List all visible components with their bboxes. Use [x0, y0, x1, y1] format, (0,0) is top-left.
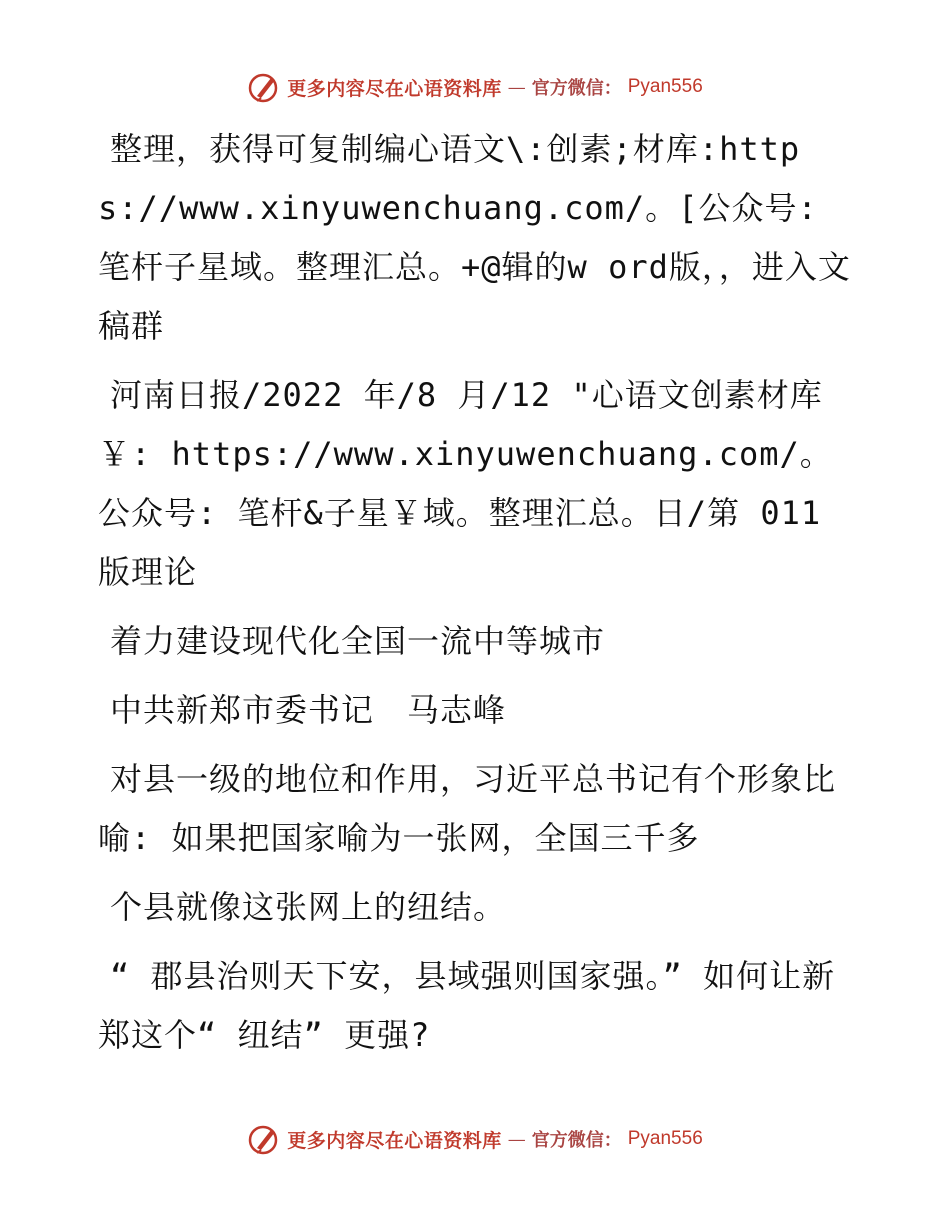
article-title: 着力建设现代化全国一流中等城市: [110, 622, 606, 660]
footer-text: 更多内容尽在心语资料库: [287, 1129, 502, 1152]
paragraph-intro: 整理，获得可复制编心语文\:创素;材库:https://www.xinyuwenchuang.com/。[公众号: 笔杆子星域。整理汇总。+@辑的w ord版，，进入文稿群: [98, 130, 851, 345]
page-header: [0, 70, 950, 104]
header-dash: —: [507, 76, 526, 98]
footer-banner: [247, 1122, 703, 1156]
header-banner: [247, 70, 703, 104]
paragraph-source: 河南日报/2022 年/8 月/12 "心语文创素材库￥: https://www.xinyuwenchuang.com/。公众号: 笔杆&子星￥域。整理汇总。日/第 011 版理论: [98, 376, 842, 591]
header-official-label: 官方微信：: [531, 78, 622, 99]
document-body: [98, 120, 858, 1075]
paragraph-body-3: “ 郡县治则天下安，县域强则国家强。” 如何让新郑这个“ 纽结” 更强?: [98, 957, 836, 1054]
page-footer: [0, 1122, 950, 1156]
footer-official-label: 官方微信：: [531, 1130, 622, 1151]
footer-dash: —: [507, 1128, 526, 1150]
paragraph-body-2: 个县就像这张网上的纽结。: [110, 888, 507, 926]
article-author: 中共新郑市委书记 马志峰: [110, 691, 507, 729]
quill-circle-logo-icon: [247, 70, 281, 104]
paragraph-body-1: 对县一级的地位和作用，习近平总书记有个形象比喻: 如果把国家喻为一张网，全国三千多: [98, 760, 837, 857]
header-text: 更多内容尽在心语资料库: [287, 77, 502, 100]
footer-wechat-id: Pyan556: [627, 1128, 703, 1149]
quill-circle-logo-icon: [247, 1122, 281, 1156]
header-wechat-id: Pyan556: [627, 76, 703, 97]
